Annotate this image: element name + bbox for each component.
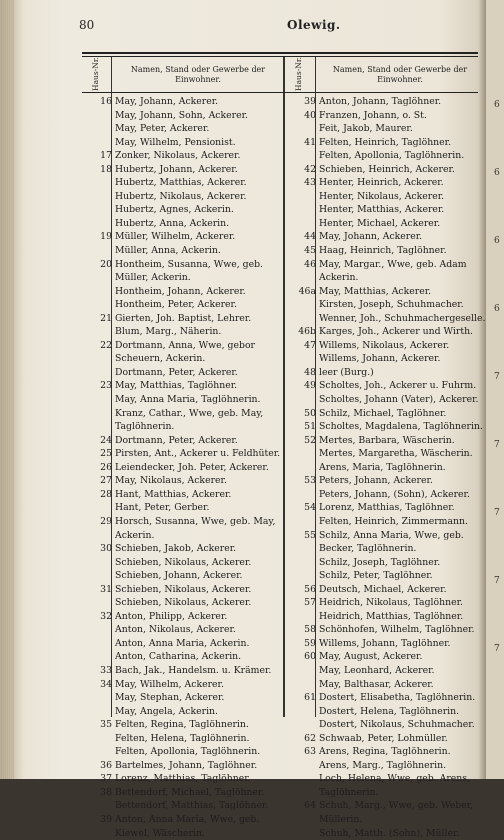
list-item bbox=[292, 732, 486, 746]
list-item bbox=[88, 461, 282, 475]
house-number: 17 bbox=[100, 150, 112, 162]
house-number: 33 bbox=[100, 664, 112, 676]
house-number: 43 bbox=[304, 177, 316, 189]
list-item bbox=[88, 799, 282, 813]
list-item bbox=[292, 664, 486, 678]
list-item bbox=[88, 542, 282, 556]
resident-entry: Hubertz, Matthias, Ackerer. bbox=[115, 177, 247, 189]
list-item bbox=[88, 637, 282, 651]
resident-entry: May, Anna Maria, Taglöhnerin. bbox=[115, 394, 261, 406]
house-number: 19 bbox=[100, 231, 112, 243]
resident-entry: May, Nikolaus, Ackerer. bbox=[115, 475, 227, 487]
resident-entry: Karges, Joh., Ackerer und Wirth. bbox=[319, 326, 474, 338]
resident-entry: May, Johann, Sohn, Ackerer. bbox=[115, 109, 248, 121]
house-number: 24 bbox=[100, 434, 112, 446]
house-number: 45 bbox=[304, 245, 316, 257]
next-page-digit: 7 bbox=[494, 508, 500, 518]
resident-entry: Heidrich, Nikolaus, Taglöhner. bbox=[319, 597, 463, 609]
resident-entry: Gierten, Joh. Baptist, Lehrer. bbox=[115, 312, 252, 324]
list-item bbox=[88, 813, 282, 827]
list-item bbox=[88, 339, 282, 353]
list-item bbox=[88, 217, 282, 231]
house-number: 20 bbox=[100, 258, 112, 270]
resident-entry: Felten, Helena, Taglöhnerin. bbox=[115, 732, 250, 744]
resident-entry: Müller, Ackerin. bbox=[115, 272, 191, 284]
list-item bbox=[88, 501, 282, 515]
list-item bbox=[88, 176, 282, 190]
list-item bbox=[88, 474, 282, 488]
house-number: 25 bbox=[100, 448, 112, 460]
list-item bbox=[292, 339, 486, 353]
resident-entry: Felten, Heinrich, Taglöhner. bbox=[319, 136, 452, 148]
resident-entry: Bartelmes, Johann, Taglöhner. bbox=[115, 759, 258, 771]
list-item bbox=[88, 691, 282, 705]
resident-entry: Bettendorf, Michael, Taglöhner. bbox=[115, 786, 265, 798]
resident-entry: Taglöhnerin. bbox=[319, 786, 379, 798]
list-item bbox=[292, 163, 486, 177]
resident-entry: leer (Burg.) bbox=[319, 366, 374, 378]
resident-entry: Scholtes, Magdalena, Taglöhnerin. bbox=[319, 421, 483, 433]
house-number: 42 bbox=[304, 163, 316, 175]
list-item bbox=[292, 678, 486, 692]
list-item bbox=[88, 298, 282, 312]
list-item bbox=[292, 759, 486, 773]
resident-entry: Feit, Jakob, Maurer. bbox=[319, 123, 413, 135]
list-item bbox=[88, 786, 282, 800]
list-item bbox=[88, 596, 282, 610]
resident-entry: Schieben, Johann, Ackerer. bbox=[115, 570, 243, 582]
list-item bbox=[292, 637, 486, 651]
house-number: 16 bbox=[100, 96, 112, 107]
list-item bbox=[292, 258, 486, 272]
list-item bbox=[88, 407, 282, 421]
resident-entry: Blum, Marg., Näherin. bbox=[115, 326, 222, 338]
house-number: 40 bbox=[304, 109, 316, 121]
resident-entry: Schieben, Nikolaus, Ackerer. bbox=[115, 583, 252, 595]
resident-entry: Hubertz, Johann, Ackerer. bbox=[115, 163, 238, 175]
house-number: 38 bbox=[100, 786, 112, 798]
next-page-digit: 7 bbox=[494, 576, 500, 586]
list-item bbox=[88, 732, 282, 746]
resident-entry: May, Margar., Wwe, geb. Adam bbox=[319, 258, 467, 270]
list-item bbox=[292, 650, 486, 664]
list-item bbox=[292, 569, 486, 583]
resident-entry: May, Matthias, Ackerer. bbox=[319, 285, 432, 297]
list-item bbox=[292, 461, 486, 475]
house-number: 31 bbox=[100, 583, 112, 595]
header-names-right: Namen, Stand oder Gewerbe der Einwohner. bbox=[332, 65, 468, 84]
resident-entry: Mertes, Margaretha, Wäscherin. bbox=[319, 448, 473, 460]
list-item bbox=[88, 393, 282, 407]
list-item bbox=[292, 434, 486, 448]
resident-entry: Arens, Marg., Taglöhnerin. bbox=[319, 759, 447, 771]
resident-entry: May, Matthias, Taglöhner. bbox=[115, 380, 238, 392]
list-item bbox=[88, 149, 282, 163]
list-item bbox=[88, 190, 282, 204]
house-number: 30 bbox=[100, 543, 112, 555]
list-item bbox=[88, 827, 282, 840]
resident-entry: Anton, Johann, Taglöhner. bbox=[319, 96, 442, 107]
next-page-digit: 7 bbox=[494, 644, 500, 654]
resident-entry: Franzen, Johann, o. St. bbox=[319, 109, 427, 121]
list-item bbox=[292, 393, 486, 407]
resident-entry: Bach, Jak., Handelsm. u. Krämer. bbox=[115, 664, 272, 676]
resident-entry: Anton, Anna Maria, Ackerin. bbox=[115, 637, 250, 649]
list-item bbox=[292, 556, 486, 570]
resident-entry: Leiendecker, Joh. Peter, Ackerer. bbox=[115, 461, 269, 473]
resident-entry: Felten, Apollonia, Taglöhnerin. bbox=[115, 746, 261, 758]
header-bottom-rule bbox=[82, 92, 478, 93]
house-number: 46 bbox=[304, 258, 316, 270]
list-item bbox=[292, 583, 486, 597]
resident-entry: Mertes, Barbara, Wäscherin. bbox=[319, 434, 455, 446]
list-item bbox=[292, 407, 486, 421]
resident-entry: Henter, Matthias, Ackerer. bbox=[319, 204, 445, 216]
list-item bbox=[88, 109, 282, 123]
resident-entry: Horsch, Susanna, Wwe, geb. May, bbox=[115, 515, 276, 527]
list-item bbox=[88, 325, 282, 339]
next-page-digit: 7 bbox=[494, 440, 500, 450]
list-item bbox=[292, 366, 486, 380]
list-item bbox=[292, 95, 486, 109]
resident-entry: Henter, Heinrich, Ackerer. bbox=[319, 177, 444, 189]
next-page-digit: 6 bbox=[494, 304, 500, 314]
next-page-digit: 6 bbox=[494, 100, 500, 110]
resident-entry: Schilz, Joseph, Taglöhner. bbox=[319, 556, 441, 568]
resident-entry: May, Johann, Ackerer. bbox=[319, 231, 423, 243]
list-item bbox=[88, 745, 282, 759]
house-number: 52 bbox=[304, 434, 316, 446]
resident-entry: Schilz, Peter, Taglöhner. bbox=[319, 570, 433, 582]
resident-entry: Müller, Wilhelm, Ackerer. bbox=[115, 231, 236, 243]
resident-entry: May, Leonhard, Ackerer. bbox=[319, 664, 435, 676]
resident-entry: Schieben, Jakob, Ackerer. bbox=[115, 543, 237, 555]
resident-entry: Felten, Regina, Taglöhnerin. bbox=[115, 719, 249, 731]
resident-entry: Hubertz, Nikolaus, Ackerer. bbox=[115, 190, 247, 202]
list-item bbox=[292, 217, 486, 231]
next-page-digit: 7 bbox=[494, 372, 500, 382]
list-item bbox=[88, 759, 282, 773]
list-item bbox=[88, 678, 282, 692]
house-number: 59 bbox=[304, 637, 316, 649]
resident-entry: Hontheim, Johann, Ackerer. bbox=[115, 285, 246, 297]
page-number: 80 bbox=[79, 18, 95, 32]
list-item bbox=[292, 176, 486, 190]
resident-entry: May, Wilhelm, Pensionist. bbox=[115, 136, 236, 148]
list-item bbox=[292, 203, 486, 217]
house-number: 32 bbox=[100, 610, 112, 622]
list-item bbox=[292, 529, 486, 543]
resident-entry: Anton, Anna Maria, Wwe, geb. bbox=[115, 813, 260, 825]
list-item bbox=[88, 447, 282, 461]
list-item bbox=[292, 705, 486, 719]
resident-entry: Lorenz, Matthias, Taglöhner. bbox=[115, 773, 251, 785]
house-number: 55 bbox=[304, 529, 316, 541]
resident-entry: Becker, Taglöhnerin. bbox=[319, 543, 417, 555]
house-number: 18 bbox=[100, 163, 112, 175]
resident-entry: Dortmann, Peter, Ackerer. bbox=[115, 366, 238, 378]
resident-entry: Schieben, Nikolaus, Ackerer. bbox=[115, 597, 252, 609]
list-item bbox=[88, 515, 282, 529]
resident-entry: Henter, Nikolaus, Ackerer. bbox=[319, 190, 445, 202]
list-item bbox=[88, 95, 282, 109]
resident-entry: Arens, Maria, Taglöhnerin. bbox=[319, 461, 446, 473]
list-item bbox=[88, 136, 282, 150]
list-item bbox=[292, 515, 486, 529]
list-item bbox=[88, 650, 282, 664]
resident-entry: Kiewel, Wäscherin. bbox=[115, 827, 205, 839]
house-number: 46b bbox=[298, 326, 316, 338]
list-item bbox=[292, 745, 486, 759]
house-number: 53 bbox=[304, 475, 316, 487]
house-number: 35 bbox=[100, 719, 112, 731]
house-number: 54 bbox=[304, 502, 316, 514]
resident-entry: Arens, Regina, Taglöhnerin. bbox=[319, 746, 451, 758]
resident-entry: Hant, Matthias, Ackerer. bbox=[115, 488, 232, 500]
next-page-digit: 6 bbox=[494, 168, 500, 178]
list-item bbox=[292, 109, 486, 123]
resident-entry: Scheuern, Ackerin. bbox=[115, 353, 206, 365]
list-item bbox=[292, 298, 486, 312]
resident-entry: Scholtes, Johann (Vater), Ackerer. bbox=[319, 394, 479, 406]
list-item bbox=[292, 691, 486, 705]
house-number: 26 bbox=[100, 461, 112, 473]
page-edge-left bbox=[0, 0, 14, 779]
list-item bbox=[292, 325, 486, 339]
resident-entry: May, Peter, Ackerer. bbox=[115, 123, 210, 135]
house-number: 57 bbox=[304, 597, 316, 609]
resident-entry: Peters, Johann, Ackerer. bbox=[319, 475, 433, 487]
house-number: 34 bbox=[100, 678, 112, 690]
list-item bbox=[292, 772, 486, 786]
resident-entry: Deutsch, Michael, Ackerer. bbox=[319, 583, 447, 595]
resident-entry: May, Wilhelm, Ackerer. bbox=[115, 678, 224, 690]
list-item bbox=[292, 285, 486, 299]
resident-entry: Willems, Johann, Taglöhner. bbox=[319, 637, 451, 649]
list-item bbox=[292, 718, 486, 732]
house-number: 60 bbox=[304, 651, 316, 663]
list-item bbox=[88, 772, 282, 786]
list-item bbox=[88, 285, 282, 299]
house-number: 46a bbox=[298, 285, 316, 297]
list-item bbox=[88, 664, 282, 678]
resident-entry: Müller, Anna, Ackerin. bbox=[115, 245, 221, 257]
list-item bbox=[292, 447, 486, 461]
resident-entry: Felten, Apollonia, Taglöhnerin. bbox=[319, 150, 465, 162]
resident-entry: Kirsten, Joseph, Schuhmacher. bbox=[319, 299, 464, 311]
list-item bbox=[292, 610, 486, 624]
list-item bbox=[292, 474, 486, 488]
list-item bbox=[292, 623, 486, 637]
resident-entry: Dostert, Helena, Taglöhnerin. bbox=[319, 705, 460, 717]
list-item bbox=[292, 312, 486, 326]
list-item bbox=[292, 122, 486, 136]
list-item bbox=[292, 244, 486, 258]
header-names-left: Namen, Stand oder Gewerbe der Einwohner. bbox=[130, 65, 266, 84]
resident-entry: Bettendorf, Matthias, Taglöhner. bbox=[115, 800, 269, 812]
header-number-left: Haus-Nr. bbox=[91, 57, 100, 91]
house-number: 62 bbox=[304, 732, 316, 744]
list-item bbox=[88, 379, 282, 393]
list-item bbox=[292, 420, 486, 434]
list-item bbox=[88, 705, 282, 719]
resident-entry: May, Balthasar, Ackerer. bbox=[319, 678, 434, 690]
house-number: 36 bbox=[100, 759, 112, 771]
resident-entry: Dostert, Elisabetha, Taglöhnerin. bbox=[319, 692, 476, 704]
resident-entry: Schwaab, Peter, Lohmüller. bbox=[319, 732, 448, 744]
resident-entry: Anton, Catharina, Ackerin. bbox=[115, 651, 242, 663]
resident-entry: Scholtes, Joh., Ackerer u. Fuhrm. bbox=[319, 380, 477, 392]
resident-entry: Schieben, Nikolaus, Ackerer. bbox=[115, 556, 252, 568]
next-page-digit: 6 bbox=[494, 236, 500, 246]
house-number: 58 bbox=[304, 624, 316, 636]
house-number: 22 bbox=[100, 339, 112, 351]
list-item bbox=[292, 190, 486, 204]
resident-entry: Willems, Nikolaus, Ackerer. bbox=[319, 339, 450, 351]
house-number: 49 bbox=[304, 380, 316, 392]
list-item bbox=[88, 556, 282, 570]
list-item bbox=[88, 623, 282, 637]
list-item bbox=[88, 230, 282, 244]
resident-entry: Müllerin. bbox=[319, 813, 363, 825]
house-number: 61 bbox=[304, 692, 316, 704]
resident-entry: Haag, Heinrich, Taglöhner. bbox=[319, 245, 447, 257]
list-item bbox=[88, 312, 282, 326]
resident-entry: Hontheim, Susanna, Wwe, geb. bbox=[115, 258, 264, 270]
resident-entry: Henter, Michael, Ackerer. bbox=[319, 217, 441, 229]
resident-entry: Dostert, Nikolaus, Schuhmacher. bbox=[319, 719, 475, 731]
list-item bbox=[88, 434, 282, 448]
resident-entry: Pirsten, Ant., Ackerer u. Feldhüter. bbox=[115, 448, 281, 460]
list-item bbox=[292, 488, 486, 502]
resident-entry: Heidrich, Matthias, Taglöhner. bbox=[319, 610, 464, 622]
resident-entry: May, Johann, Ackerer. bbox=[115, 96, 219, 107]
list-item bbox=[88, 244, 282, 258]
top-rule-thin bbox=[82, 56, 478, 57]
list-item bbox=[88, 352, 282, 366]
top-rule bbox=[82, 52, 478, 54]
resident-entry: Schuh, Matth. (Sohn), Müller. bbox=[319, 827, 460, 839]
list-item bbox=[88, 271, 282, 285]
list-item bbox=[292, 827, 486, 840]
house-number: 41 bbox=[304, 136, 316, 148]
house-number: 48 bbox=[304, 366, 316, 378]
right-column bbox=[292, 95, 486, 840]
list-item bbox=[292, 813, 486, 827]
left-column bbox=[88, 95, 282, 840]
house-number: 27 bbox=[100, 475, 112, 487]
resident-entry: Hontheim, Peter, Ackerer. bbox=[115, 299, 237, 311]
house-number: 37 bbox=[100, 773, 112, 785]
list-item bbox=[88, 203, 282, 217]
list-item bbox=[292, 501, 486, 515]
list-item bbox=[88, 258, 282, 272]
resident-entry: Schilz, Anna Maria, Wwe, geb. bbox=[319, 529, 464, 541]
house-number: 50 bbox=[304, 407, 316, 419]
list-item bbox=[88, 366, 282, 380]
resident-entry: Schuh, Marg., Wwe, geb. Weber, bbox=[319, 800, 474, 812]
list-item bbox=[88, 718, 282, 732]
list-item bbox=[292, 230, 486, 244]
next-page-edge bbox=[486, 0, 504, 779]
resident-entry: Dortmann, Peter, Ackerer. bbox=[115, 434, 238, 446]
list-item bbox=[292, 136, 486, 150]
list-item bbox=[88, 583, 282, 597]
resident-entry: Dortmann, Anna, Wwe, gebor bbox=[115, 339, 255, 351]
header-number-right: Haus-Nr. bbox=[294, 57, 303, 91]
list-item bbox=[292, 379, 486, 393]
house-number: 44 bbox=[304, 231, 316, 243]
resident-entry: Taglöhnerin. bbox=[115, 421, 175, 433]
list-item bbox=[292, 271, 486, 285]
house-number: 51 bbox=[304, 421, 316, 433]
house-number: 47 bbox=[304, 339, 316, 351]
house-number: 28 bbox=[100, 488, 112, 500]
house-number: 39 bbox=[304, 96, 316, 107]
list-item bbox=[88, 569, 282, 583]
resident-entry: Ackerin. bbox=[115, 529, 155, 541]
list-item bbox=[88, 163, 282, 177]
resident-entry: Loch, Helena, Wwe, geb. Arens, bbox=[319, 773, 471, 785]
resident-entry: May, August, Ackerer. bbox=[319, 651, 423, 663]
house-number: 39 bbox=[100, 813, 112, 825]
list-item bbox=[292, 596, 486, 610]
resident-entry: May, Angela, Ackerin. bbox=[115, 705, 218, 717]
list-item bbox=[88, 420, 282, 434]
resident-entry: Schieben, Heinrich, Ackerer. bbox=[319, 163, 455, 175]
resident-entry: Ackerin. bbox=[319, 272, 359, 284]
resident-entry: Hubertz, Agnes, Ackerin. bbox=[115, 204, 234, 216]
resident-entry: Wenner, Joh., Schuhmachergeselle. bbox=[319, 312, 486, 324]
list-item bbox=[88, 488, 282, 502]
page-title: Olewig. bbox=[287, 18, 341, 32]
house-number: 63 bbox=[304, 746, 316, 758]
resident-entry: Anton, Nikolaus, Ackerer. bbox=[115, 624, 236, 636]
resident-entry: May, Stephan, Ackerer. bbox=[115, 692, 225, 704]
list-item bbox=[292, 799, 486, 813]
resident-entry: Zonker, Nikolaus, Ackerer. bbox=[115, 150, 241, 162]
list-item bbox=[292, 542, 486, 556]
house-number: 56 bbox=[304, 583, 316, 595]
resident-entry: Kranz, Cathar., Wwe, geb. May, bbox=[115, 407, 264, 419]
house-number: 21 bbox=[100, 312, 112, 324]
list-item bbox=[292, 352, 486, 366]
list-item bbox=[292, 149, 486, 163]
house-number: 64 bbox=[304, 800, 316, 812]
list-item bbox=[292, 786, 486, 800]
list-item bbox=[88, 610, 282, 624]
house-number: 29 bbox=[100, 515, 112, 527]
resident-entry: Schilz, Michael, Taglöhner. bbox=[319, 407, 447, 419]
resident-entry: Felten, Heinrich, Zimmermann. bbox=[319, 515, 468, 527]
resident-entry: Lorenz, Matthias, Taglöhner. bbox=[319, 502, 455, 514]
resident-entry: Hant, Peter, Gerber. bbox=[115, 502, 210, 514]
resident-entry: Willems, Johann, Ackerer. bbox=[319, 353, 441, 365]
resident-entry: Anton, Philipp, Ackerer. bbox=[115, 610, 228, 622]
resident-entry: Schönhofen, Wilhelm, Taglöhner. bbox=[319, 624, 475, 636]
vrule-middle bbox=[283, 57, 285, 717]
resident-entry: Peters, Johann, (Sohn), Ackerer. bbox=[319, 488, 470, 500]
house-number: 23 bbox=[100, 380, 112, 392]
resident-entry: Hubertz, Anna, Ackerin. bbox=[115, 217, 230, 229]
list-item bbox=[88, 529, 282, 543]
list-item bbox=[88, 122, 282, 136]
